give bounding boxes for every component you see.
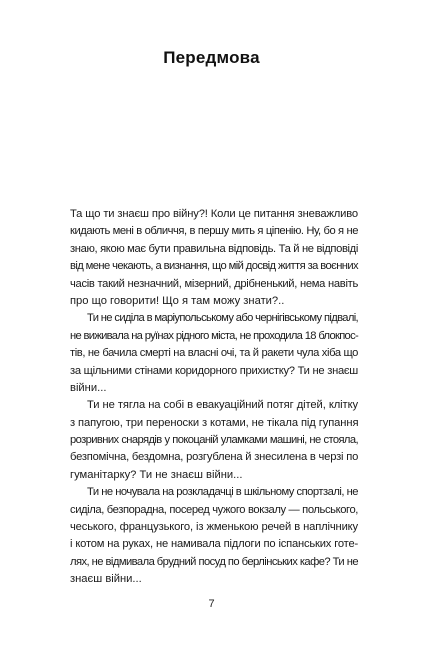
text-line: безпомічна, бездомна, розгублена й знесилена в черзі по <box>70 451 359 464</box>
text-line: знаю, якою має бути правильна відповідь. Та й не відповіді <box>70 242 358 255</box>
text-line: Та що ти знаєш про війну?! Коли це питання зневажливо <box>70 208 358 220</box>
text-line: за щільними стінами коридорного прихистку? Ти не знаєш <box>70 364 358 377</box>
text-line: кидають мені в обличчя, в першу мить я ціпенію. Ну, бо я не <box>70 225 358 238</box>
paragraph-4 <box>70 484 358 588</box>
body-text <box>70 206 358 589</box>
page-number: 7 <box>208 598 215 610</box>
text-line: з папугою, три переноски з котами, не тікала під гупання <box>70 416 359 429</box>
text-line: Ти не ночувала на розкладачці в шкільному спортзалі, не <box>87 486 358 499</box>
paragraph-3 <box>70 397 358 484</box>
page-title: Передмова <box>163 48 260 67</box>
text-line: гуманітарку? Ти не знаєш війни... <box>70 468 243 481</box>
text-line: чеського, французького, із жменькою речей в наплічнику <box>70 521 358 534</box>
text-line: сиділа, безпорадна, посеред чужого вокзалу — польського, <box>70 503 358 516</box>
text-line: тів, не бачила смерті на власні очі, та й ракети чула хіба що <box>70 347 358 360</box>
text-line: від мене чекають, а визнання, що мій досвід життя за воєнних <box>70 260 358 273</box>
text-line: і котом на руках, не намивала підлоги по іспанських готе- <box>70 538 358 551</box>
text-line: війни... <box>70 381 107 394</box>
text-line: не виживала на руїнах рідного міста, не проходила 18 блокпос- <box>70 329 358 342</box>
text-line: про що говорити! Що я там можу знати?.. <box>70 294 285 307</box>
text-line: розривних снарядів у покоцаній уламками машині, не стояла, <box>70 434 358 447</box>
paragraph-2 <box>70 310 358 397</box>
text-line: часів такий незначний, мізерний, дрібненький, нема навіть <box>70 277 358 290</box>
paragraph-1 <box>70 206 358 310</box>
text-line: Ти не сиділа в маріупольському або чернігівському підвалі, <box>87 312 358 325</box>
text-line: знаєш війни... <box>70 573 142 586</box>
text-line: Ти не тягла на собі в евакуаційний потяг дітей, клітку <box>87 399 358 412</box>
text-line: лях, не відмивала брудний посуд по берлінських кафе? Ти не <box>70 555 358 568</box>
